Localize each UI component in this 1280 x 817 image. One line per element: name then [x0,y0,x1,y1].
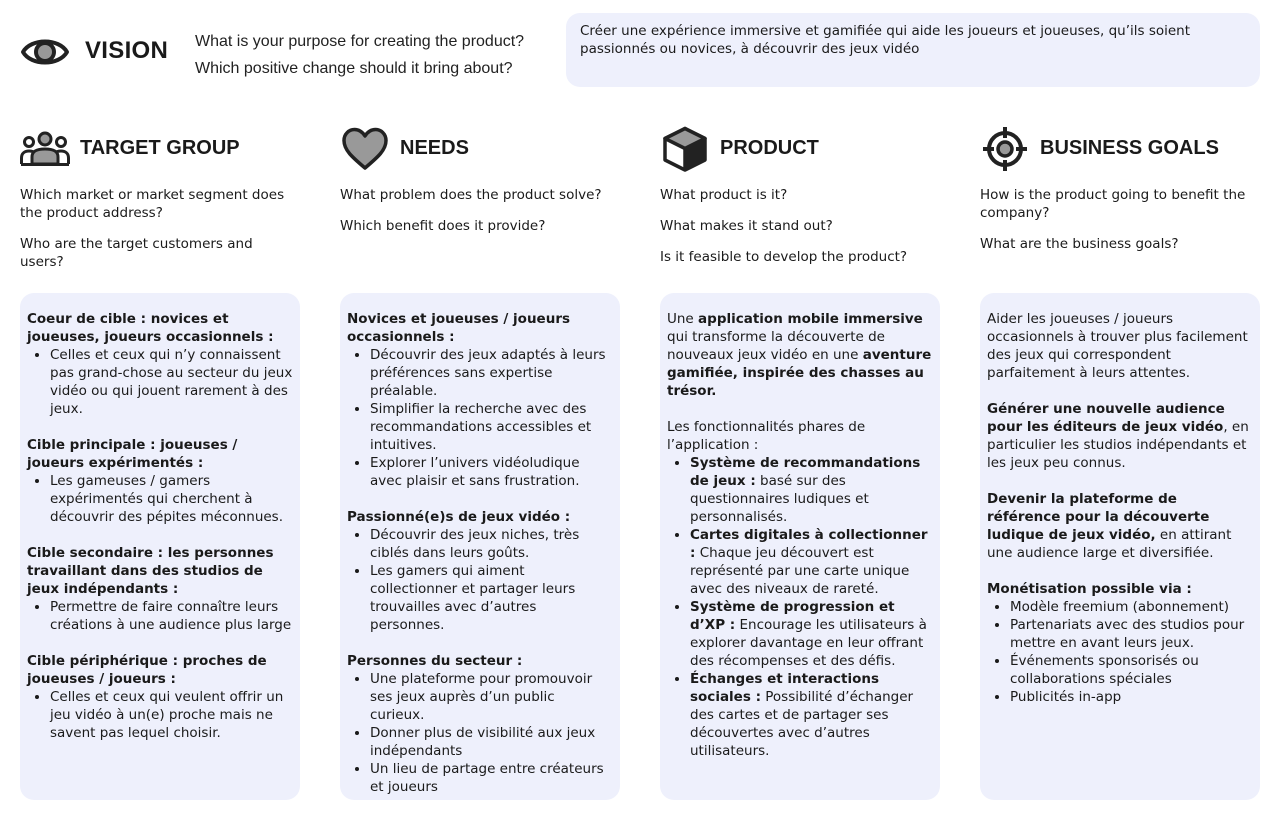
feature-item: • Système de recommandations de jeux : basé sur des questionnaires ludiques et personnalisés. [690,454,933,526]
column-question: Is it feasible to develop the product? [660,249,908,265]
column-question: Which market or market segment does the product address? [20,187,285,221]
product-intro: Une application mobile immersive qui transforme la découverte de nouveaux jeux vidéo en une aventure gamifiée, inspirée des chasses au trésor. [667,311,932,399]
column-question: How is the product going to benefit the company? [980,187,1246,221]
business-goals-card[interactable] [980,293,1260,800]
list-item: • Simplifier la recherche avec des recommandations accessibles et intuitives. [370,400,613,454]
vision-question: Which positive change should it bring about? [195,60,513,77]
needs-column [340,126,620,248]
list-item: • Les gamers qui aiment collectionner et partager leurs trouvailles avec d’autres personnes. [370,562,613,634]
list-item: • Partenariats avec des studios pour mettre en avant leurs jeux. [1010,616,1253,652]
list-item: • Une plateforme pour promouvoir ses jeux auprès d’un public curieux. [370,670,613,724]
column-question: Who are the target customers and users? [20,236,253,270]
column-title: TARGET GROUP [80,137,240,159]
column-title: BUSINESS GOALS [1040,137,1219,159]
column-question: What product is it? [660,187,788,203]
vision-question: What is your purpose for creating the product? [195,33,525,50]
feature-item: • Système de progression et d’XP : Encourage les utilisateurs à explorer davantage en leur offrant des récompenses et des défis. [690,598,933,670]
list-item: • Celles et ceux qui n’y connaissent pas grand-chose au secteur du jeux vidéo ou qui jouent rarement à des jeux. [50,346,293,418]
list-item: • Découvrir des jeux adaptés à leurs préférences sans expertise préalable. [370,346,613,400]
product-card[interactable] [660,293,940,800]
section-heading: Cible principale : joueuses / joueurs expérimentés : [27,437,238,471]
features-heading: Les fonctionnalités phares de l’application : [667,419,866,453]
list-item: • Donner plus de visibilité aux jeux indépendants [370,724,613,760]
section-heading: Monétisation possible via : [987,581,1192,597]
list-item: • Un lieu de partage entre créateurs et joueurs [370,760,613,796]
section-heading: Personnes du secteur : [347,653,523,669]
feature-item: • Échanges et interactions sociales : Possibilité d’échanger des cartes et de partager ses découvertes avec d’autres utilisateurs. [690,670,933,760]
column-title: PRODUCT [720,137,819,159]
business-paragraph: Devenir la plateforme de référence pour la découverte ludique de jeux vidéo, en attirant une audience large et diversifiée. [987,491,1232,561]
section-heading: Coeur de cible : novices et joueuses, joueurs occasionnels : [27,311,274,345]
column-title: NEEDS [400,137,469,159]
list-item: • Publicités in-app [1010,688,1253,706]
heart-icon [340,126,390,172]
business-paragraph: Générer une nouvelle audience pour les éditeurs de jeux vidéo, en particulier les studios indépendants et les jeux peu connus. [987,401,1249,471]
people-icon [20,126,70,172]
target-group-column [20,126,300,284]
section-heading: Cible secondaire : les personnes travaillant dans des studios de jeux indépendants : [27,545,274,597]
product-column [660,126,940,279]
list-item: • Celles et ceux qui veulent offrir un jeu vidéo à un(e) proche mais ne savent pas lequel choisir. [50,688,293,742]
list-item: • Modèle freemium (abonnement) [1010,598,1253,616]
list-item: • Permettre de faire connaître leurs créations à une audience plus large [50,598,293,634]
target-icon [980,126,1030,172]
list-item: • Découvrir des jeux niches, très ciblés dans leurs goûts. [370,526,613,562]
business-paragraph: Aider les joueuses / joueurs occasionnels à trouver plus facilement des jeux qui correspondent parfaitement à leurs attentes. [987,311,1248,381]
vision-answer[interactable]: Créer une expérience immersive et gamifiée qui aide les joueurs et joueuses, qu’ils soient passionnés ou novices, à découvrir des jeux vidéo [566,13,1260,87]
section-heading: Novices et joueuses / joueurs occasionnels : [347,311,571,345]
eye-icon [20,31,70,73]
needs-card[interactable] [340,293,620,800]
vision-title: VISION [85,37,169,64]
section-heading: Cible périphérique : proches de joueuses / joueurs : [27,653,267,687]
list-item: • Les gameuses / gamers expérimentés qui cherchent à découvrir des pépites méconnues. [50,472,293,526]
target-group-card[interactable] [20,293,300,800]
box-icon [660,126,710,172]
column-question: What are the business goals? [980,236,1179,252]
business-goals-column [980,126,1260,266]
section-heading: Passionné(e)s de jeux vidéo : [347,509,571,525]
list-item: • Explorer l’univers vidéoludique avec plaisir et sans frustration. [370,454,613,490]
column-question: What makes it stand out? [660,218,833,234]
vision-questions [195,28,524,82]
column-question: What problem does the product solve? [340,187,602,203]
feature-item: • Cartes digitales à collectionner : Chaque jeu découvert est représenté par une carte unique avec des niveaux de rareté. [690,526,933,598]
list-item: • Événements sponsorisés ou collaborations spéciales [1010,652,1253,688]
column-question: Which benefit does it provide? [340,218,546,234]
